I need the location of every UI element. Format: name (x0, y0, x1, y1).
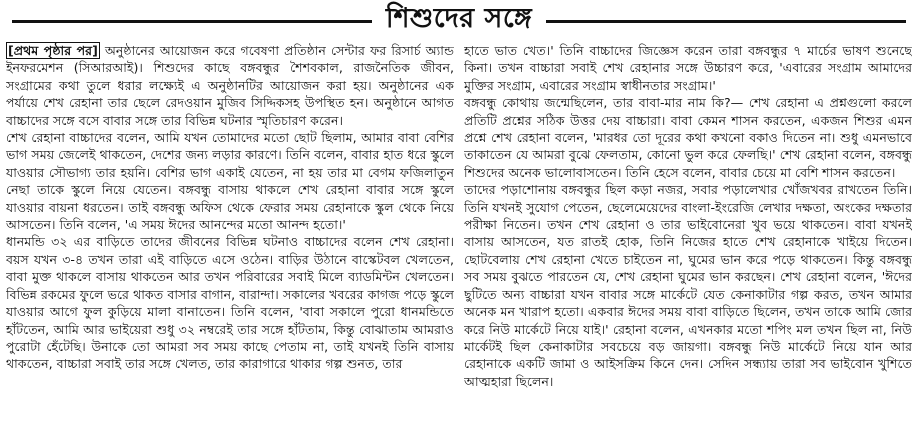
continued-from-front-page-tag: [প্রথম পৃষ্ঠার পর] (8, 43, 98, 58)
section-headline: শিশুদের সঙ্গে (372, 0, 546, 43)
paragraph (6, 42, 454, 129)
paragraph-text: অনুষ্ঠানের আয়োজন করে গবেষণা প্রতিষ্ঠান সেন্টার ফর রিসার্চ অ্যান্ড ইনফরমেশন (সিআরআই)। শিশুদের কাছে বঙ্গবন্ধুর শৈশবকাল, রাজনৈতিক জীবন, সংগ্রামের কথা তুলে ধরার লক্ষ্যেই এ অনুষ্ঠানটির আয়োজন করা হয়। অনুষ্ঠানের এক পর্যায়ে শেখ রেহানা তার ছেলে রেদওয়ান মুজিব সিদ্দিকসহ উপস্থিত হন। অনুষ্ঠানে আগত বাচ্চাদের সঙ্গে বসে বাবার সঙ্গে তার বিভিন্ন ঘটনার স্মৃতিচারণ করেন। (6, 43, 454, 128)
paragraph: তাদের পড়াশোনায় বঙ্গবন্ধুর ছিল কড়া নজর, সবার পড়ালেখার খোঁজখবর রাখতেন তিনি। তিনি যখনই সুযোগ পেতেন, ছেলেমেয়েদের বাংলা-ইংরেজি লেখার দক্ষতা, অংকের দক্ষতার পরীক্ষা নিতেন। তখন শেখ রেহানা ও তার ভাইবোনেরা খুব ভয়ে থাকতেন। বাবা যখনই বাসায় আসতেন, যত রাতই হোক, তিনি নিজের হাতে শেখ রেহানাকে খাইয়ে দিতেন। ছোটবেলায় শেখ রেহানা খেতে চাইতেন না, ঘুমের ভান করে পড়ে থাকতেন। কিন্তু বঙ্গবন্ধু সব সময় বুঝতে পারতেন যে, শেখ রেহানা ঘুমের ভান করছেন। শেখ রেহানা বলেন, 'ঈদের ছুটিতে অন্য বাচ্চারা যখন বাবার সঙ্গে মার্কেটে যেত কেনাকাটার গল্প করত, তখন আমার অনেক মন খারাপ হতো। একবার ঈদের সময় বাবা বাড়িতে ছিলেন, তখন তাকে আমি জোর করে নিউ মার্কেটে নিয়ে যাই।' রেহানা বলেন, এখনকার মতো শপিং মল তখন ছিল না, নিউ মার্কেটই ছিল কেনাকাটার সবচেয়ে বড় জায়গা। বঙ্গবন্ধু নিউ মার্কেটে নিয়ে যান আর রেহানাকে একটি জামা ও আইসক্রিম কিনে দেন। সেদিন সন্ধ্যায় তারা সব ভাইবোন খুশিতে আত্মহারা ছিলেন। (464, 182, 912, 389)
paragraph: বঙ্গবন্ধু কোথায় জন্মেছিলেন, তার বাবা-মার নাম কি?— শেখ রেহানা এ প্রশ্নগুলো করলে প্রতিটি প্রশ্নের সঠিক উত্তর দেয় বাচ্চারা। বাবা কেমন শাসন করতেন, একজন শিশুর এমন প্রশ্নে শেখ রেহানা বলেন, 'মারধর তো দূরের কথা কখনো বকাও দিতেন না। শুধু এমনভাবে তাকাতেন যে আমরা বুঝে ফেলতাম, কোনো ভুল করে ফেলছি।' শেখ রেহানা বলেন, বঙ্গবন্ধু শিশুদের অনেক ভালোবাসতেন। তিনি হেসে বলেন, বাবার চেয়ে মা বেশি শাসন করতেন। (464, 95, 912, 180)
paragraph: হাতে ভাত খেত।' তিনি বাচ্চাদের জিজ্ঞেস করেন তারা বঙ্গবন্ধুর ৭ মার্চের ভাষণ শুনেছে কিনা। তখন বাচ্চারা সবাই শেখ রেহানার সঙ্গে উচ্চারণ করে, 'এবারের সংগ্রাম আমাদের মুক্তির সংগ্রাম, এবারের সংগ্রাম স্বাধীনতার সংগ্রাম।' (464, 43, 912, 93)
paragraph: ধানমন্ডি ৩২ এর বাড়িতে তাদের জীবনের বিভিন্ন ঘটনাও বাচ্চাদের বলেন শেখ রেহানা। বয়স যখন ৩-৪ তখন তারা এই বাড়িতে এসে ওঠেন। বাড়ির উঠানে বাস্কেটবল খেলতেন, বাবা মুক্ত থাকলে বাসায় থাকতেন আর তখন পরিবারের সবাই মিলে ব্যাডমিন্টন খেলতেন। বিভিন্ন রকমের ফুলে ভরে থাকত বাসার বাগান, বারান্দা। সকালের খবরের কাগজ পড়ে স্কুলে যাওয়ার আগে ফুল কুড়িয়ে মালা বানাতেন। তিনি বলেন, 'বাবা সকালে পুরো ধানমন্ডিতে হাঁটতেন, আমি আর ভাইয়েরা শুধু ৩২ নম্বরেই তার সঙ্গে হাঁটতাম, কিন্তু বোঝাতাম আমরাও পুরোটা হেঁটেছি। উনাকে তো আমরা সব সময় কাছে পেতাম না, তাই যখনই তিনি বাসায় থাকতেন, বাচ্চারা সবাই তার সঙ্গে খেলত, তার কারাগারে থাকার গল্প শুনত, তার (6, 234, 454, 372)
article-body (6, 42, 912, 440)
right-column (464, 42, 912, 440)
headline-bar (6, 0, 912, 40)
left-column (6, 42, 454, 440)
paragraph: শেখ রেহানা বাচ্চাদের বলেন, আমি যখন তোমাদের মতো ছোট ছিলাম, আমার বাবা বেশির ভাগ সময় জেলেই থাকতেন, দেশের জন্য লড়ার কারণে। তিনি বলেন, বাবার হাত ধরে স্কুলে যাওয়ার সৌভাগ্য তার হয়নি। বেশির ভাগ একাই যেতেন, না হয় তার মা বেগম ফজিলাতুন নেছা তাকে স্কুলে নিয়ে যেতেন। বঙ্গবন্ধু বাসায় থাকলে শেখ রেহানা বাবার সঙ্গে স্কুলে যাওয়ার বায়না ধরতেন। তাই বঙ্গবন্ধু অফিস থেকে ফেরার সময় রেহানাকে স্কুল থেকে নিয়ে আসতেন। তিনি বলেন, 'এ সময় ঈদের আনন্দের মতো আনন্দ হতো।' (6, 130, 454, 233)
